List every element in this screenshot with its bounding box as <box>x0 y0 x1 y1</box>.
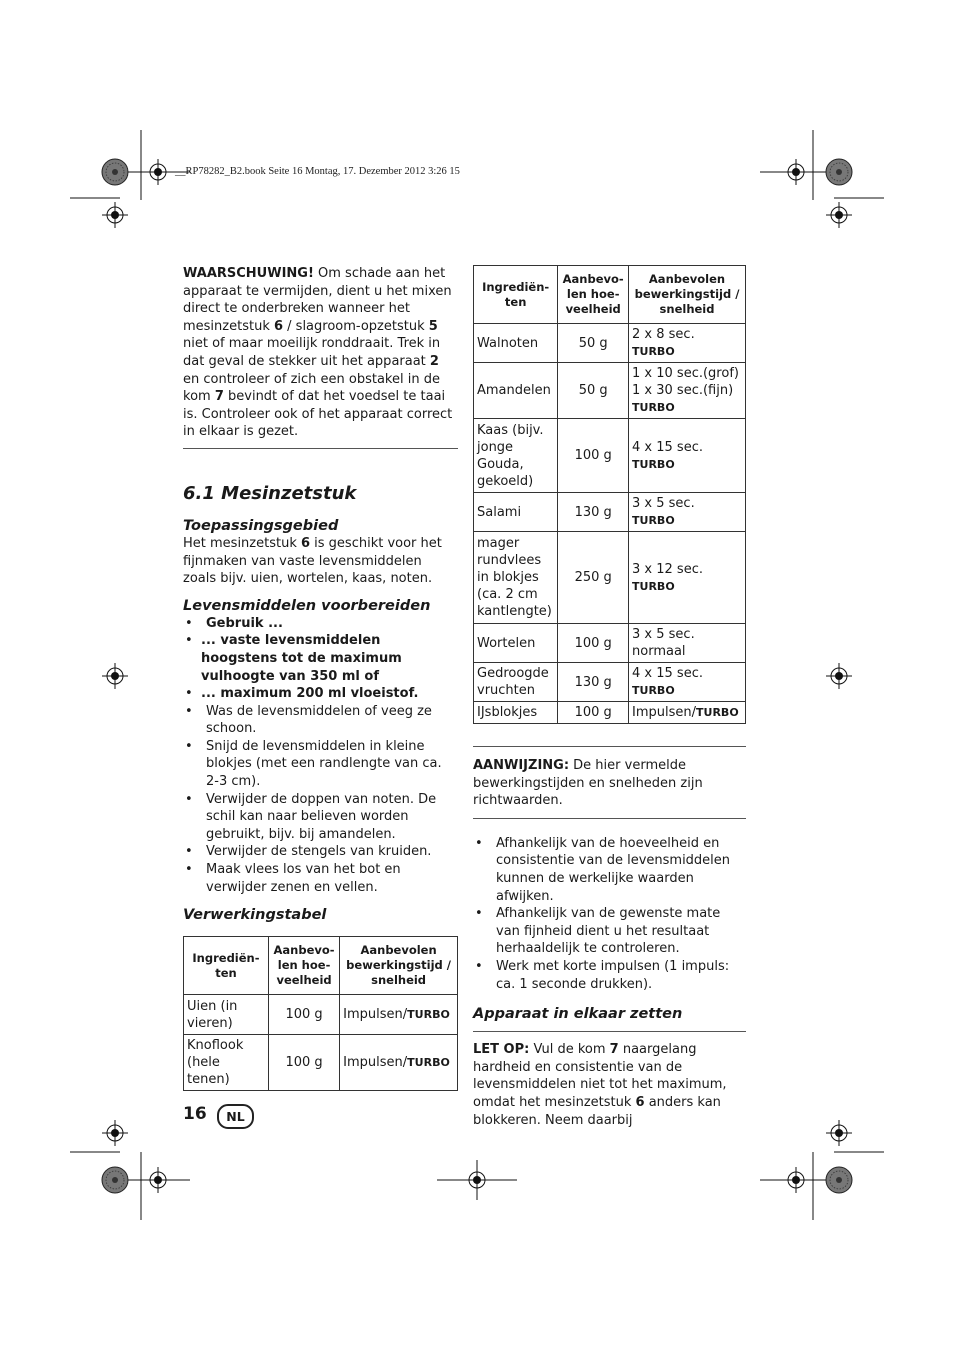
table-row <box>184 995 458 1035</box>
cell-quantity: 100 g <box>558 624 629 663</box>
cell-ingredient: Salami <box>474 493 558 532</box>
divider <box>473 818 746 819</box>
cell-ingredient: Knoflook (hele tenen) <box>184 1035 269 1091</box>
table-row <box>184 1035 458 1091</box>
cell-quantity: 100 g <box>268 1035 339 1091</box>
letop-label: LET OP: <box>473 1042 530 1058</box>
col-header: Aanbevolen bewerkingstijd / snelheid <box>340 937 458 995</box>
language-badge: NL <box>217 1104 254 1129</box>
cell-ingredient: Amandelen <box>474 363 558 419</box>
list-item-sub: • ... vaste levensmiddelen hoogstens tot de maximum vulhoogte van 350 ml of <box>183 632 458 685</box>
cell-quantity: 50 g <box>558 363 629 419</box>
cell-ingredient: Gedroogde vruchten <box>474 663 558 702</box>
cell-time: 2 x 8 sec. TURBO <box>629 324 746 363</box>
crosshair-mark-icon <box>102 202 128 228</box>
wheel-mark-icon <box>826 159 852 185</box>
table-header-row <box>184 937 458 995</box>
list-item-sub: • ... maximum 200 ml vloeistof. <box>183 685 458 703</box>
col-header: Aanbevo-len hoe-veelheid <box>558 266 629 324</box>
divider <box>473 1031 746 1032</box>
cell-time: Impulsen/TURBO <box>629 702 746 724</box>
heading-voorbereiden: Levensmiddelen voorbereiden <box>183 597 431 614</box>
cell-time: 3 x 5 sec. TURBO <box>629 493 746 532</box>
list-item: • Werk met korte impulsen (1 impuls: ca. 1 seconde drukken). <box>473 958 746 993</box>
right-column <box>473 265 746 1129</box>
divider <box>473 746 746 747</box>
note-paragraph: AANWIJZING: De hier vermelde bewerkingstijden en snelheden zijn richtwaarden. <box>473 758 703 809</box>
prep-list <box>183 615 458 897</box>
cell-ingredient: Walnoten <box>474 324 558 363</box>
table-row <box>474 324 746 363</box>
cell-ingredient: Kaas (bijv. jonge Gouda, gekoeld) <box>474 419 558 493</box>
cell-quantity: 130 g <box>558 493 629 532</box>
table-row <box>474 624 746 663</box>
page-number: 16 <box>183 1104 207 1124</box>
list-item: • Was de levensmiddelen of veeg ze schoon. <box>183 703 458 738</box>
list-item: • Afhankelijk van de hoeveelheid en consistentie van de levensmiddelen kunnen de werkelijke waarden afwijken. <box>473 835 746 905</box>
cell-ingredient: mager rundvlees in blokjes (ca. 2 cm kantlengte) <box>474 532 558 624</box>
processing-table-left <box>183 936 458 1091</box>
crosshair-mark-icon <box>464 1167 490 1193</box>
table-row <box>474 493 746 532</box>
crosshair-mark-icon <box>145 159 171 185</box>
crosshair-mark-icon <box>102 1120 128 1146</box>
crosshair-mark-icon <box>102 663 128 689</box>
divider <box>183 448 458 449</box>
cell-quantity: 50 g <box>558 324 629 363</box>
col-header: Aanbevolen bewerkingstijd / snelheid <box>629 266 746 324</box>
crosshair-mark-icon <box>145 1167 171 1193</box>
warning-label: WAARSCHUWING! <box>183 266 314 281</box>
cell-time: Impulsen/TURBO <box>340 995 458 1035</box>
cell-time: 3 x 12 sec. TURBO <box>629 532 746 624</box>
note-list <box>473 835 746 993</box>
table-row <box>474 702 746 724</box>
cell-time: 1 x 10 sec.(grof) 1 x 30 sec.(fijn) TURBO <box>629 363 746 419</box>
col-header: Aanbevo-len hoe-veelheid <box>268 937 339 995</box>
processing-table-right <box>473 265 746 724</box>
heading-verwerkingstabel: Verwerkingstabel <box>183 907 327 924</box>
warning-paragraph: WAARSCHUWING! Om schade aan het apparaat te vermijden, dient u het mixen direct te onderbreken wanneer het mesinzetstuk 6 / slagroom-opzetstuk 5 niet of maar moeilijk ronddraait. Trek in dat geval de stekker uit het apparaat 2 en controleer of zich een obstakel in de kom 7 bevindt of dat het voedsel te taai is. Controleer ook of het apparaat correct in elkaar is gezet. <box>183 266 453 440</box>
heading-apparaat: Apparaat in elkaar zetten <box>473 1006 683 1023</box>
section-title: 6.1 Mesinzetstuk <box>183 482 357 504</box>
wheel-mark-icon <box>102 1167 128 1193</box>
crosshair-mark-icon <box>826 1120 852 1146</box>
letop-paragraph: LET OP: Vul de kom 7 naargelang hardheid en consistentie van de levensmiddelen niet tot het maximum, omdat het mesinzetstuk 6 anders kan blokkeren. Neem daarbij <box>473 1042 727 1128</box>
note-label: AANWIJZING: <box>473 758 570 773</box>
col-header: Ingrediën-ten <box>474 266 558 324</box>
cell-time: Impulsen/TURBO <box>340 1035 458 1091</box>
cell-quantity: 100 g <box>558 419 629 493</box>
list-item: • Snijd de levensmiddelen in kleine blokjes (met een randlengte van ca. 2-3 cm). <box>183 738 458 791</box>
cell-time: 3 x 5 sec. normaal <box>629 624 746 663</box>
table-header-row <box>474 266 746 324</box>
left-column <box>183 265 458 1091</box>
cell-ingredient: Wortelen <box>474 624 558 663</box>
crosshair-mark-icon <box>783 159 809 185</box>
list-item: • Afhankelijk van de gewenste mate van fijnheid dient u het resultaat herhaaldelijk te controleren. <box>473 905 746 958</box>
list-item: • Gebruik ... <box>183 615 458 633</box>
crosshair-mark-icon <box>783 1167 809 1193</box>
cell-time: 4 x 15 sec. TURBO <box>629 419 746 493</box>
table-row <box>474 532 746 624</box>
wheel-mark-icon <box>826 1167 852 1193</box>
cell-ingredient: Uien (in vieren) <box>184 995 269 1035</box>
cell-time: 4 x 15 sec. TURBO <box>629 663 746 702</box>
cell-quantity: 130 g <box>558 663 629 702</box>
col-header: Ingrediën-ten <box>184 937 269 995</box>
wheel-mark-icon <box>102 159 128 185</box>
print-header: __RP78282_B2.book Seite 16 Montag, 17. Dezember 2012 3:26 15 <box>175 166 460 177</box>
crosshair-mark-icon <box>826 202 852 228</box>
cell-quantity: 100 g <box>268 995 339 1035</box>
crosshair-mark-icon <box>826 663 852 689</box>
cell-quantity: 250 g <box>558 532 629 624</box>
toepassing-paragraph: Het mesinzetstuk 6 is geschikt voor het fijnmaken van vaste levensmiddelen zoals bijv. uien, wortelen, kaas, noten. <box>183 535 442 587</box>
cell-ingredient: IJsblokjes <box>474 702 558 724</box>
list-item: • Verwijder de doppen van noten. De schil kan naar believen worden gebruikt, bijv. bij amandelen. <box>183 791 458 844</box>
list-item: • Maak vlees los van het bot en verwijder zenen en vellen. <box>183 861 458 896</box>
heading-toepassingsgebied: Toepassingsgebied <box>183 517 339 534</box>
table-row <box>474 663 746 702</box>
table-row <box>474 419 746 493</box>
list-item: • Verwijder de stengels van kruiden. <box>183 843 458 861</box>
cell-quantity: 100 g <box>558 702 629 724</box>
table-row <box>474 363 746 419</box>
